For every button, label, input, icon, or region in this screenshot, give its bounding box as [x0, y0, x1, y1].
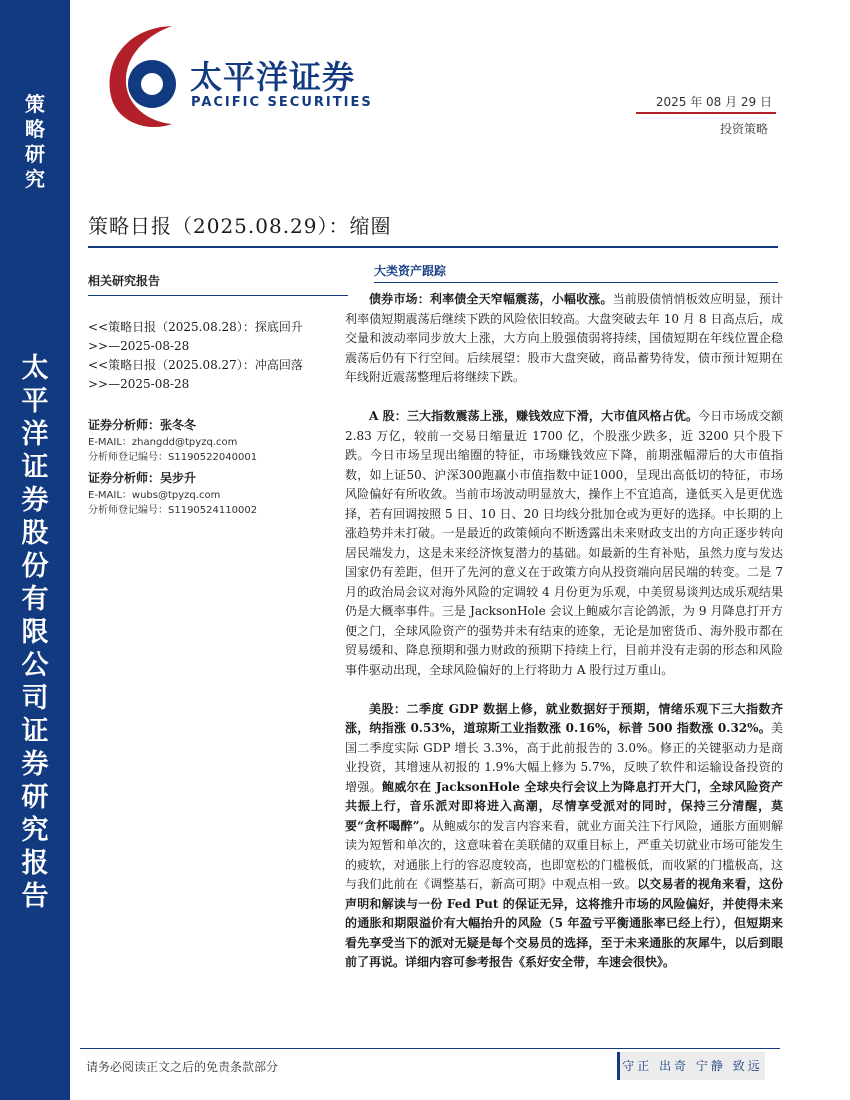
related-reports-heading: 相关研究报告 [88, 272, 348, 296]
sidebar-strategy-label: 策略研究 [25, 92, 45, 191]
logo-chinese-text: 太平洋证券 [190, 58, 356, 96]
paragraph-emphasis: 鲍威尔在 JacksonHole 全球央行会议上为降息打开大门，全球风险资产共振上行，音乐派对即将进入高潮，尽情享受派对的同时，保持三分清醒，莫要“贪杯喝醉”。 [345, 779, 783, 833]
us-stock-paragraph [345, 700, 783, 973]
footer-disclaimer: 请务必阅读正文之后的免责条款部分 [86, 1060, 279, 1074]
title-divider [88, 246, 778, 248]
paragraph-body: 从鲍威尔的发言内容来看，就业方面关注下行风险，通胀方面则解读为短暂和单次的，这意味着在美联储的双重目标上，严重关切就业市场可能发生的疲软，对通胀上行的容忍度较高，也即宽松的门槛极低，而收紧的门槛极高，这与我们此前在《调整基石，新高可期》中观点相一致。 [345, 818, 783, 891]
paragraph-lead: 债券市场：利率债全天窄幅震荡，小幅收涨。 [369, 292, 613, 306]
analyst-name: 证券分析师：张冬冬 [88, 418, 197, 432]
main-column [345, 290, 783, 992]
paragraph-body: 今日市场成交额 2.83 万亿，较前一交易日缩量近 1700 亿，个股涨少跌多，近 3200 只个股下跌。今日市场呈现出缩圈的特征，市场赚钱效应下降，前期涨幅滞后的大市值指数，如上证50、沪深300跑赢小市值指数中证1000，呈现出高低切的特征，市场风险偏好有所收敛。当前市场波动明显放大，操作上不宜追高，逢低买入是更优选择，若有回调按照 5 日、10 日、20 日均线分批加仓或为更好的选择。中长期的上涨趋势并未打破。一是最近的政策倾向不断透露出未来财政支出的方向正逐步转向居民端发力，这是未来经济恢复潜力的基础。如最新的生育补贴，虽然力度与发达国家仍有差距，但开了先河的意义在于政策方向从投资端向居民端的转变。二是 7 月的政治局会议对海外风险的定调较 4 月份更为乐观，中美贸易谈判达成乐观结果仍是大概率事件。三是 JacksonHole 会议上鲍威尔言论鸽派，为 9 月降息打开方便之门，全球风险资产的强势并未有结束的迹象，无论是加密货币、海外股市都在贸易缓和、降息预期和强力财政的预期下持续上行，目前并没有走弱的形态和风险事件驱动出现，全球风险偏好的上行将助力 A 股行过万重山。 [345, 409, 783, 677]
a-share-paragraph [345, 407, 783, 680]
section-heading: 大类资产跟踪 [374, 262, 778, 283]
analyst-email[interactable]: E-MAIL：zhangdd@tpyzq.com [88, 437, 238, 448]
analyst-reg-number: 分析师登记编号：S1190522040001 [88, 452, 258, 463]
paragraph-body: 美国二季度实际 GDP 增长 3.3%，高于此前报告的 3.0%。修正的关键驱动力是商业投资，其增速从初报的 1.9%大幅上修为 5.7%，反映了软件和运输设备投资的增强。 [345, 721, 783, 794]
footer-motto: 守正 出奇 宁静 致远 [617, 1052, 765, 1080]
analyst-name: 证券分析师：吴步升 [88, 471, 197, 485]
paragraph-body: 当前股债悄悄板效应明显，预计利率债短期震荡后继续下跌的风险依旧较高。大盘突破去年 10 月 8 日高点后，成交量和波动率同步放大上涨，大方向上股强债弱将持续，国债短期在年线位置企稳震荡后仍有下行空间。后续展望：股市大盘突破，商品蓄势待发，债市预计短期在年线附近震荡整理后将继续下跌。 [345, 292, 783, 384]
footer-divider [80, 1048, 780, 1049]
analyst-reg-number: 分析师登记编号：S1190524110002 [88, 505, 258, 516]
paragraph-emphasis: 以交易者的视角来看，这份声明和解读与一份 Fed Put 的保证无异，这将推升市场的风险偏好，并使得未来的通胀和期限溢价有大幅抬升的风险（5 年盈亏平衡通胀率已经上行），但短期来看先享受当下的派对无疑是每个交易员的选择，至于未来通胀的灰犀牛，以后到眼前了再说。详细内容可参考报告《系好安全带，车速会很快》。 [345, 877, 783, 969]
logo-english-text: PACIFIC SECURITIES [191, 95, 373, 110]
paragraph-lead: A 股：三大指数震荡上涨，赚钱效应下滑，大市值风格占优。 [369, 409, 699, 423]
left-column [88, 272, 348, 518]
date-divider [636, 112, 776, 114]
analyst-email[interactable]: E-MAIL：wubs@tpyzq.com [88, 490, 221, 501]
related-report-link[interactable]: <<策略日报（2025.08.28）：探底回升>>—2025-08-28 [88, 320, 303, 353]
logo-mark-icon [100, 18, 190, 138]
page-title: 策略日报（2025.08.29）：缩圈 [88, 214, 392, 238]
report-type: 投资策略 [719, 122, 768, 136]
sidebar [0, 0, 70, 1100]
related-report-link[interactable]: <<策略日报（2025.08.27）：冲高回落>>—2025-08-28 [88, 358, 303, 391]
report-date: 2025 年 08 月 29 日 [655, 95, 772, 109]
paragraph-lead: 美股：二季度 GDP 数据上修，就业数据好于预期，情绪乐观下三大指数齐涨，纳指涨 0.53%，道琼斯工业指数涨 0.16%，标普 500 指数涨 0.32%。 [345, 701, 783, 735]
sidebar-company-label: 太平洋证券股份有限公司证券研究报告 [21, 353, 49, 912]
bond-market-paragraph [345, 290, 783, 388]
